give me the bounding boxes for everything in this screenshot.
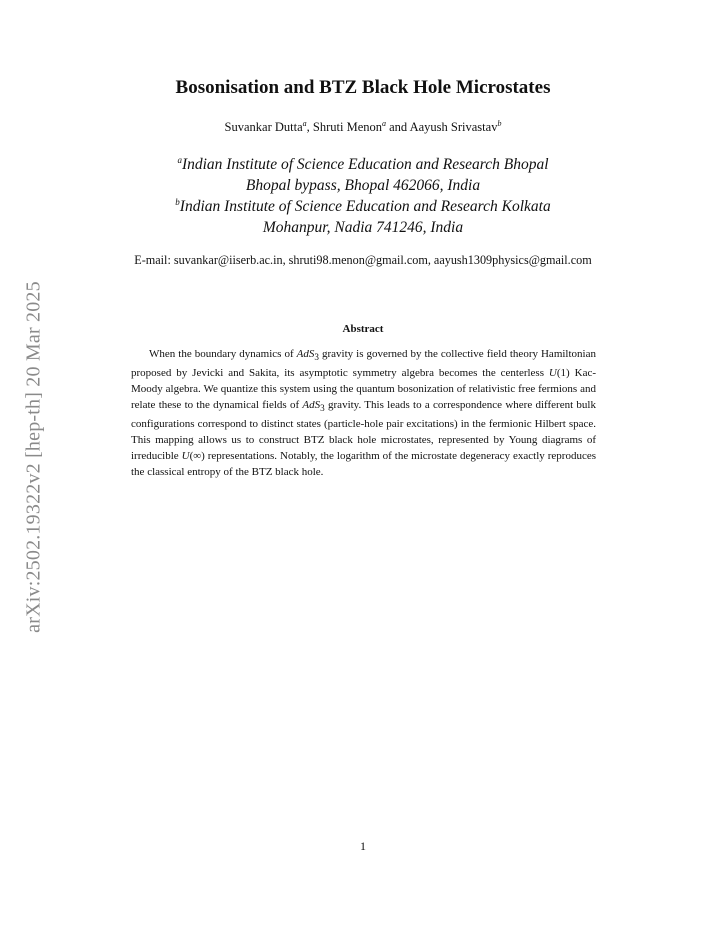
- math-subscript: 3: [314, 352, 319, 363]
- author-name: Shruti Menon: [312, 120, 382, 135]
- arxiv-identifier: arXiv:2502.19322v2 [hep-th] 20 Mar 2025: [22, 281, 45, 633]
- affiliation-a-line2: Bhopal bypass, Bhopal 462066, India: [245, 177, 481, 195]
- page-number: 1: [360, 839, 366, 853]
- abstract-text: gravity. This leads to a correspondence where different bulk configurations correspond to distinct states (particle-hole pair excitations) in the fermionic Hilbert space. This mapping allows us to construct BTZ black hole microstates, represented by Young diagrams of irreducible: [131, 399, 596, 463]
- math-ads: AdS: [302, 399, 321, 412]
- abstract-body: [131, 346, 596, 480]
- author-affiliation-mark: a: [382, 119, 386, 128]
- affiliation-b: [0, 192, 720, 238]
- author-affiliation-mark: a: [302, 119, 307, 128]
- author-list: [0, 119, 720, 135]
- affiliation-institution: Indian Institute of Science Education and Research Bhopal: [181, 156, 549, 174]
- author-separator: and: [386, 120, 410, 135]
- paper-title: Bosonisation and BTZ Black Hole Microstates: [175, 77, 551, 98]
- author-name: Aayush Srivastav: [409, 120, 498, 135]
- affiliation-mark: a: [177, 155, 182, 165]
- affiliation-b-line2: Mohanpur, Nadia 741246, India: [262, 219, 464, 237]
- abstract-text: representations. Notably, the logarithm of the microstate degeneracy exactly reproduces the classical entropy of the BTZ black hole.: [131, 450, 596, 479]
- affiliation-b-line1: [0, 192, 720, 217]
- email-line: E-mail: suvankar@iiserb.ac.in, shruti98.menon@gmail.com, aayush1309physics@gmail.com: [134, 253, 592, 267]
- affiliation-a-line1: [0, 150, 720, 175]
- author-affiliation-mark: b: [497, 119, 502, 128]
- math-u: U: [548, 367, 557, 380]
- author-separator: ,: [306, 120, 313, 135]
- abstract-text: When the boundary dynamics of: [149, 348, 297, 360]
- math-argument: (1): [556, 367, 570, 380]
- math-u: U: [181, 450, 190, 463]
- author-name: Suvankar Dutta: [224, 120, 303, 135]
- math-subscript: 3: [320, 403, 325, 414]
- abstract-text: Kac-Moody algebra. We quantize this system using the quantum bosonization of relativistic free fermions and relate these to the dynamical fields of: [131, 367, 596, 412]
- math-argument: (∞): [189, 450, 205, 463]
- affiliation-institution: Indian Institute of Science Education and Research Kolkata: [179, 198, 551, 216]
- math-ads: AdS: [296, 348, 315, 360]
- abstract-text: gravity is governed by the collective field theory Hamiltonian proposed by Jevicki and Sakita, its asymptotic symmetry algebra becomes the centerless: [131, 348, 596, 380]
- affiliation-mark: b: [175, 197, 180, 207]
- abstract-heading: Abstract: [342, 323, 384, 335]
- affiliation-a: [0, 150, 720, 196]
